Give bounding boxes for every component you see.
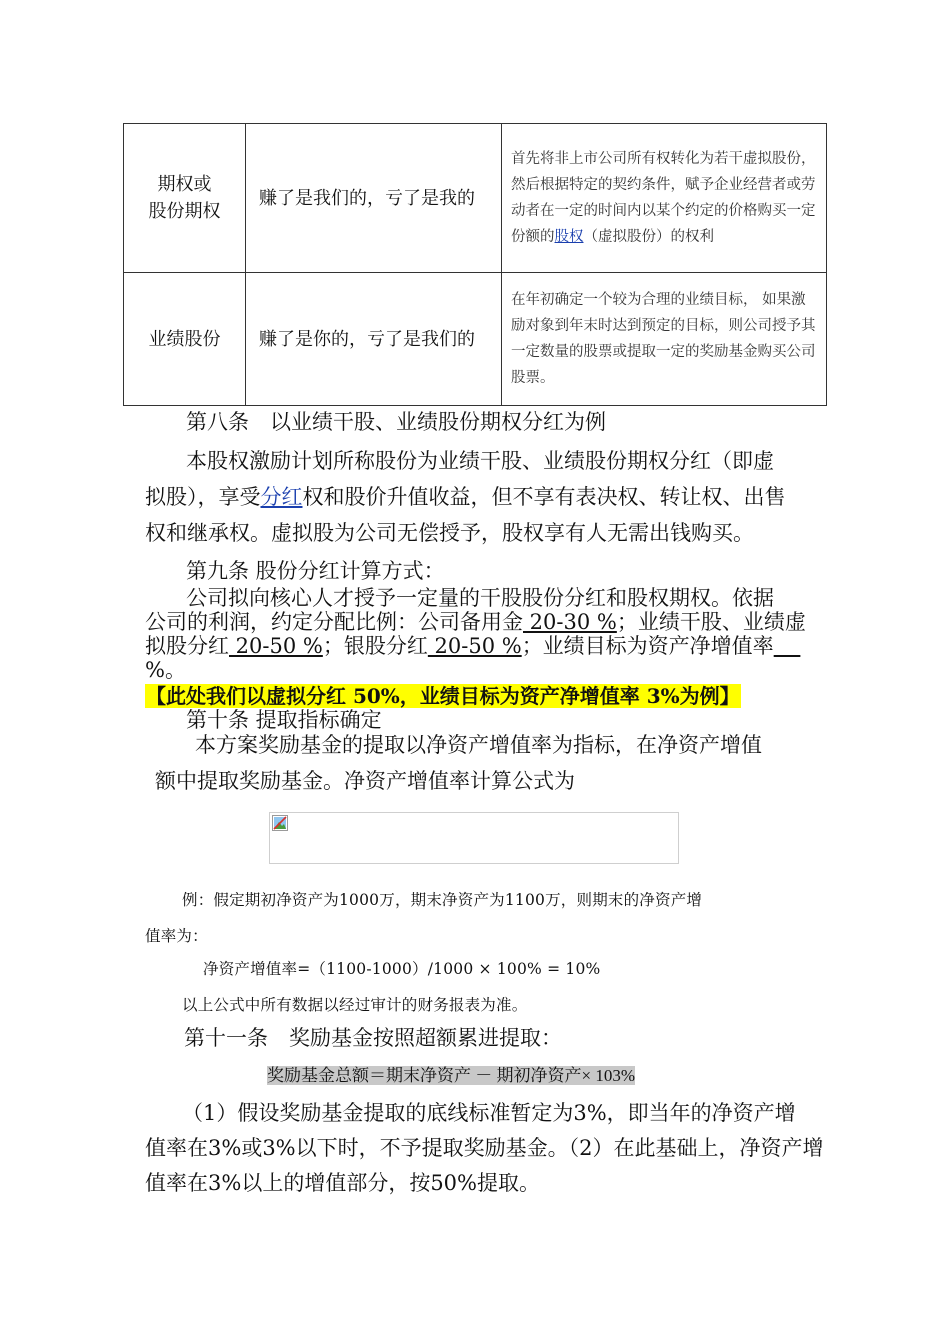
- article-9-text: 公司拟向核心人才授予一定量的干股股份分红和股权期权。依据: [186, 586, 774, 610]
- table-cell-motto: [246, 124, 502, 273]
- dividend-link[interactable]: 分红: [260, 485, 303, 509]
- silver-share-ratio: 20-50 %: [427, 634, 522, 658]
- equity-link[interactable]: 股权: [554, 229, 584, 245]
- example-formula: 净资产增值率=（1100-1000）/1000 × 100% = 10%: [203, 960, 601, 978]
- example-text: 例：假定期初净资产为1000万，期末净资产为1100万，则期末的净资产增: [182, 891, 703, 909]
- article-10-text: 额中提取奖励基金。净资产增值率计算公式为: [155, 769, 575, 793]
- cell-text: 股份期权: [148, 201, 221, 222]
- cell-text: 期权或: [157, 174, 212, 195]
- text-run: ；业绩目标为资产净增值率: [521, 634, 774, 658]
- cell-text: 赚了是我们的，亏了是我的: [259, 187, 475, 209]
- article-10-text: 本方案奖励基金的提取以净资产增值率为指标，在净资产增值: [195, 733, 762, 757]
- article-8-title: 第八条 以业绩干股、业绩股份期权分红为例: [186, 410, 606, 434]
- article-11-title: 第十一条 奖励基金按照超额累进提取：: [184, 1026, 562, 1050]
- reserve-ratio: 20-30 %: [523, 610, 617, 634]
- text-run: 拟股分红: [145, 634, 229, 658]
- incentive-comparison-table: [123, 123, 827, 406]
- virtual-share-ratio: 20-50 %: [229, 634, 323, 658]
- cell-text: 赚了是你的，亏了是我们的: [259, 328, 475, 350]
- text-run: 权和股价升值收益，但不享有表决权、转让权、出售: [302, 485, 786, 509]
- formula-text: 奖励基金总额＝期末净资产 － 期初净资产× 103%: [267, 1066, 635, 1085]
- article-11-text: 值率在3%或3%以下时，不予提取奖励基金。（2）在此基础上，净资产增: [145, 1136, 824, 1160]
- table-cell-type: [124, 124, 246, 273]
- text-run: ；银股分红: [322, 634, 428, 658]
- article-8-text: 权和继承权。虚拟股为公司无偿授予，股权享有人无需出钱购买。: [145, 521, 754, 545]
- target-rate-blank: [774, 634, 801, 658]
- table-row: [124, 273, 827, 406]
- example-text: 值率为：: [145, 927, 208, 945]
- formula-image-placeholder: [269, 812, 679, 864]
- article-9-title: 第九条 股份分红计算方式：: [186, 559, 445, 583]
- article-11-text: 值率在3%以上的增值部分，按50%提取。: [145, 1171, 540, 1195]
- text-run: ；业绩干股、业绩虚: [616, 610, 806, 634]
- table-cell-description: [502, 124, 827, 273]
- text-run: 拟股），享受: [145, 485, 261, 509]
- article-9-text: %。: [145, 658, 186, 682]
- table-cell-motto: [246, 273, 502, 406]
- article-8-text: [145, 481, 786, 511]
- table-row: [124, 124, 827, 273]
- article-9-text: [145, 630, 800, 660]
- table-cell-description: [502, 273, 827, 406]
- table-cell-type: [124, 273, 246, 406]
- audit-note: 以上公式中所有数据以经过审计的财务报表为准。: [182, 996, 528, 1014]
- cell-text: （虚拟股份）的权利: [583, 229, 714, 245]
- article-11-text: （1）假设奖励基金提取的底线标准暂定为3%，即当年的净资产增: [182, 1101, 796, 1125]
- fund-formula: [267, 1061, 635, 1086]
- cell-text: 业绩股份: [148, 328, 221, 350]
- article-10-title: 第十条 提取指标确定: [186, 708, 382, 732]
- text-run: 公司的利润，约定分配比例：公司备用金: [145, 610, 523, 634]
- broken-image-icon: [272, 815, 288, 831]
- article-8-text: 本股权激励计划所称股份为业绩干股、业绩股份期权分红（即虚: [186, 449, 774, 473]
- highlight-text: 【此处我们以虚拟分红 50%，业绩目标为资产净增值率 3%为例】: [146, 684, 740, 708]
- cell-text: 首先将非上市公司所有权转化为若干虚拟股份，然后根据特定的契约条件，赋予企业经营者或劳动者在一定的时间内以某个约定的价格购买一定份额的: [511, 151, 816, 245]
- cell-text: 在年初确定一个较为合理的业绩目标， 如果激励对象到年末时达到预定的目标，则公司授予其一定数量的股票或提取一定的奖励基金购买公司股票。: [511, 292, 816, 386]
